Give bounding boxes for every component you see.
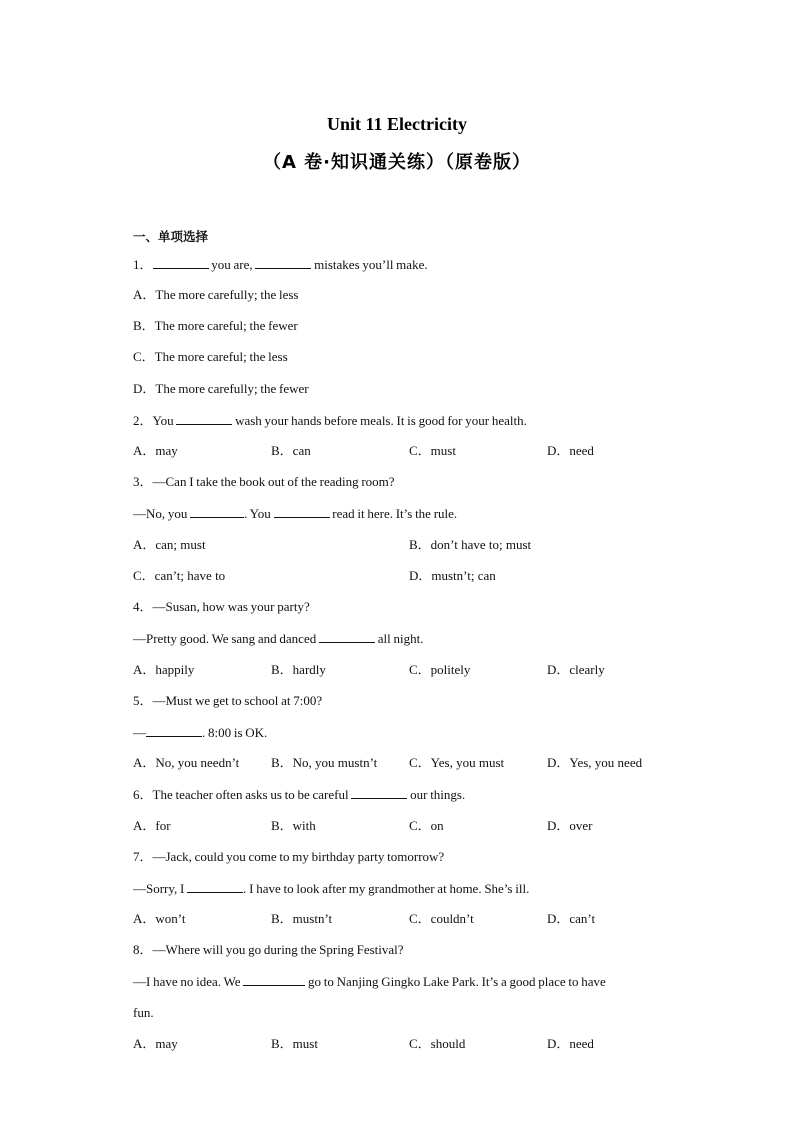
option-3-c[interactable]: C．can’t; have to bbox=[133, 568, 226, 583]
option-7-d[interactable]: D．can’t bbox=[547, 911, 596, 926]
question-7-stem: 7．—Jack, could you come to my birthday party tomorrow? bbox=[133, 849, 445, 864]
question-5-reply: — . 8:00 is OK. bbox=[133, 725, 268, 740]
option-6-d[interactable]: D．over bbox=[547, 818, 593, 833]
option-3-d[interactable]: D．mustn’t; can bbox=[409, 568, 496, 583]
question-8-reply-continued: fun. bbox=[133, 1005, 154, 1020]
question-8-stem: 8．—Where will you go during the Spring Festival? bbox=[133, 942, 404, 957]
option-1-c[interactable]: C．The more careful; the less bbox=[133, 349, 288, 364]
question-2-stem: 2．You wash your hands before meals. It is good for your health. bbox=[133, 413, 527, 428]
option-1-a[interactable]: A．The more carefully; the less bbox=[133, 287, 299, 302]
question-6-options bbox=[133, 817, 693, 835]
option-8-b[interactable]: B．must bbox=[271, 1036, 318, 1051]
question-7-options bbox=[133, 910, 693, 928]
question-3-stem: 3．—Can I take the book out of the reading room? bbox=[133, 474, 395, 489]
option-2-d[interactable]: D．need bbox=[547, 443, 594, 458]
question-4-stem: 4．—Susan, how was your party? bbox=[133, 599, 310, 614]
answer-blank bbox=[274, 504, 330, 518]
option-1-b[interactable]: B．The more careful; the fewer bbox=[133, 318, 298, 333]
answer-blank bbox=[187, 879, 243, 893]
option-8-a[interactable]: A．may bbox=[133, 1036, 178, 1051]
question-5-options bbox=[133, 754, 693, 772]
answer-blank bbox=[319, 629, 375, 643]
option-5-c[interactable]: C．Yes, you must bbox=[409, 755, 505, 770]
option-1-d[interactable]: D．The more carefully; the fewer bbox=[133, 381, 309, 396]
option-2-a[interactable]: A．may bbox=[133, 443, 178, 458]
option-4-a[interactable]: A．happily bbox=[133, 662, 195, 677]
question-8-options bbox=[133, 1035, 693, 1053]
answer-blank bbox=[146, 723, 202, 737]
question-8-reply: —I have no idea. We go to Nanjing Gingko Lake Park. It’s a good place to have bbox=[133, 974, 606, 989]
question-1-stem: 1． you are, mistakes you’ll make. bbox=[133, 257, 428, 272]
answer-blank bbox=[153, 255, 209, 269]
option-6-c[interactable]: C．on bbox=[409, 818, 444, 833]
question-6-stem: 6．The teacher often asks us to be careful our things. bbox=[133, 787, 466, 802]
option-3-b[interactable]: B．don’t have to; must bbox=[409, 537, 532, 552]
document-subtitle: （A 卷·知识通关练）（原卷版） bbox=[262, 152, 532, 173]
question-3-options-row-2 bbox=[133, 567, 693, 585]
option-4-d[interactable]: D．clearly bbox=[547, 662, 605, 677]
option-5-d[interactable]: D．Yes, you need bbox=[547, 755, 643, 770]
option-7-b[interactable]: B．mustn’t bbox=[271, 911, 333, 926]
option-4-c[interactable]: C．politely bbox=[409, 662, 471, 677]
question-4-reply: —Pretty good. We sang and danced all night. bbox=[133, 631, 424, 646]
question-3-reply: —No, you . You read it here. It’s the rule. bbox=[133, 506, 458, 521]
option-6-b[interactable]: B．with bbox=[271, 818, 316, 833]
answer-blank bbox=[176, 411, 232, 425]
option-7-c[interactable]: C．couldn’t bbox=[409, 911, 474, 926]
option-8-d[interactable]: D．need bbox=[547, 1036, 594, 1051]
option-2-b[interactable]: B．can bbox=[271, 443, 311, 458]
question-2-options bbox=[133, 442, 693, 460]
section-heading: 一、单项选择 bbox=[133, 229, 209, 244]
answer-blank bbox=[243, 972, 305, 986]
option-5-a[interactable]: A．No, you needn’t bbox=[133, 755, 240, 770]
question-7-reply: —Sorry, I . I have to look after my grandmother at home. She’s ill. bbox=[133, 881, 530, 896]
option-6-a[interactable]: A．for bbox=[133, 818, 171, 833]
option-8-c[interactable]: C．should bbox=[409, 1036, 466, 1051]
answer-blank bbox=[190, 504, 244, 518]
option-2-c[interactable]: C．must bbox=[409, 443, 456, 458]
question-4-options bbox=[133, 661, 693, 679]
option-5-b[interactable]: B．No, you mustn’t bbox=[271, 755, 378, 770]
option-7-a[interactable]: A．won’t bbox=[133, 911, 186, 926]
document-title: Unit 11 Electricity bbox=[327, 114, 467, 134]
answer-blank bbox=[255, 255, 311, 269]
answer-blank bbox=[351, 785, 407, 799]
option-4-b[interactable]: B．hardly bbox=[271, 662, 326, 677]
question-3-options-row-1 bbox=[133, 536, 693, 554]
option-3-a[interactable]: A．can; must bbox=[133, 537, 206, 552]
question-5-stem: 5．—Must we get to school at 7:00? bbox=[133, 693, 323, 708]
